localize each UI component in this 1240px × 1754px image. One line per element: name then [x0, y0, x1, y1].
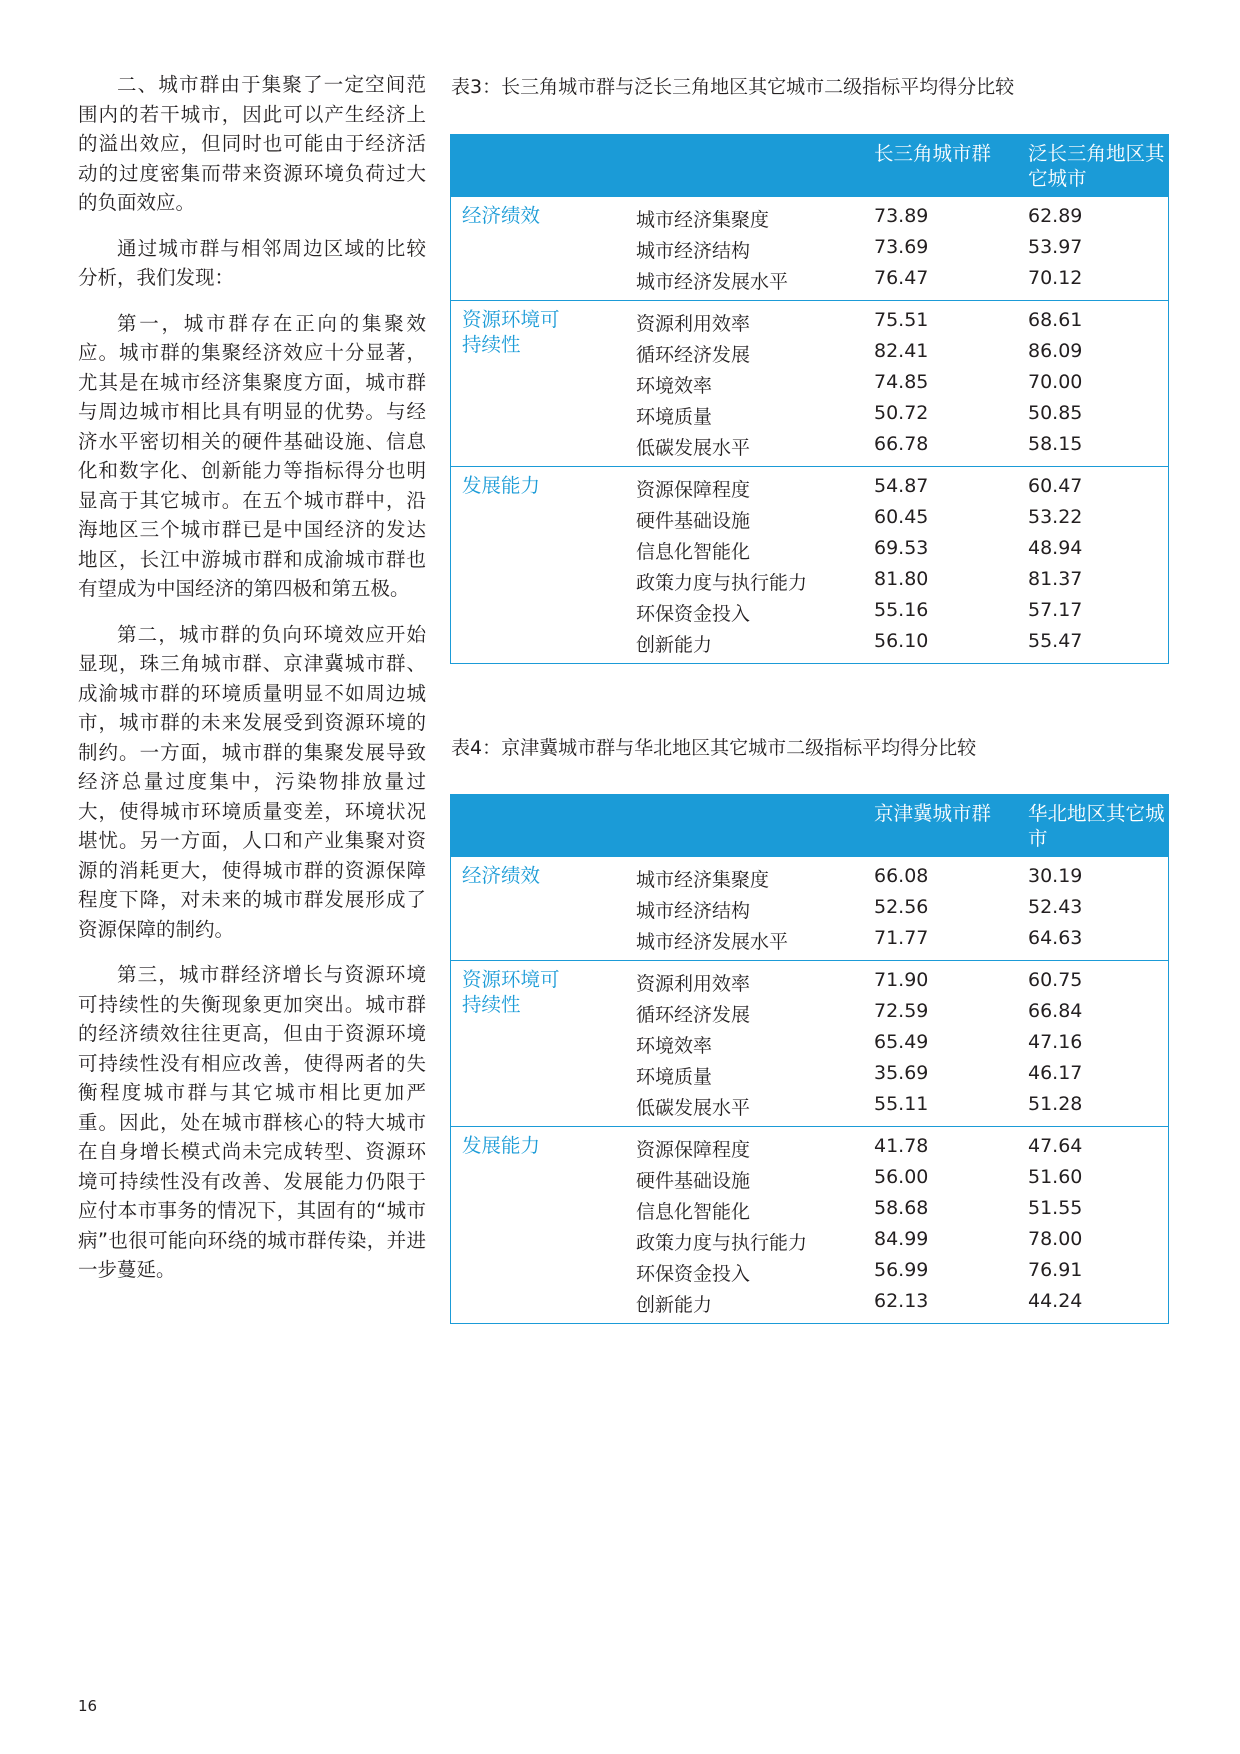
table4-col2-header: 华北地区其它城市: [1028, 802, 1165, 850]
table-row: 信息化智能化 58.68 51.55: [636, 1197, 1083, 1223]
table-row: 环保资金投入 56.99 76.91: [636, 1259, 1083, 1285]
table-row: 低碳发展水平 66.78 58.15: [636, 433, 1083, 459]
paragraph: 第一，城市群存在正向的集聚效应。城市群的集聚经济效应十分显著，尤其是在城市经济集聚度方面，城市群与周边城市相比具有明显的优势。与经济水平密切相关的硬件基础设施、信息化和数字化、创新能力等指标得分也明显高于其它城市。在五个城市群中，沿海地区三个城市群已是中国经济的发达地区，长江中游城市群和成渝城市群也有望成为中国经济的第四极和第五极。: [78, 311, 426, 600]
table-row: 资源保障程度 41.78 47.64: [636, 1135, 1083, 1161]
table4: [450, 794, 1169, 1324]
group-label: 发展能力: [462, 474, 541, 497]
table-row: 低碳发展水平 55.11 51.28: [636, 1093, 1083, 1119]
table3-caption: 表3：长三角城市群与泛长三角地区其它城市二级指标平均得分比较: [451, 76, 1015, 98]
table-row: 政策力度与执行能力 84.99 78.00: [636, 1228, 1083, 1254]
group-label: 经济绩效: [462, 204, 541, 227]
table3-group-environment: [451, 301, 1168, 467]
table-row: 创新能力 56.10 55.47: [636, 630, 1083, 656]
page-number: 16: [78, 1697, 98, 1715]
group-label: 经济绩效: [462, 864, 541, 887]
table-row: 信息化智能化 69.53 48.94: [636, 537, 1083, 563]
table-row: 城市经济结构 73.69 53.97: [636, 236, 1083, 262]
table3-group-economic: [451, 197, 1168, 301]
paragraph: 第三，城市群经济增长与资源环境可持续性的失衡现象更加突出。城市群的经济绩效往往更高，但由于资源环境可持续性没有相应改善，使得两者的失衡程度城市群与其它城市相比更加严重。因此，处在城市群核心的特大城市在自身增长模式尚未完成转型、资源环境可持续性没有改善、发展能力仍限于应付本市事务的情况下，其固有的“城市病”也很可能向环绕的城市群传染，并进一步蔓延。: [78, 963, 426, 1281]
table4-col1-header: 京津冀城市群: [874, 802, 992, 825]
table-row: 环保资金投入 55.16 57.17: [636, 599, 1083, 625]
table-row: 环境质量 35.69 46.17: [636, 1062, 1083, 1088]
table-row: 环境质量 50.72 50.85: [636, 402, 1083, 428]
table-row: 环境效率 65.49 47.16: [636, 1031, 1083, 1057]
table3-col2-header: 泛长三角地区其它城市: [1028, 142, 1165, 190]
paragraph: 第二，城市群的负向环境效应开始显现，珠三角城市群、京津冀城市群、成渝城市群的环境质量明显不如周边城市，城市群的未来发展受到资源环境的制约。一方面，城市群的集聚发展导致经济总量过度集中，污染物排放量过大，使得城市环境质量变差，环境状况堪忧。另一方面，人口和产业集聚对资源的消耗更大，使得城市群的资源保障程度下降，对未来的城市群发展形成了资源保障的制约。: [78, 622, 426, 941]
table-row: 资源利用效率 71.90 60.75: [636, 969, 1083, 995]
table-row: 循环经济发展 72.59 66.84: [636, 1000, 1083, 1026]
paragraph: 通过城市群与相邻周边区域的比较分析，我们发现：: [78, 236, 426, 289]
table4-header: [451, 795, 1168, 857]
table-row: 创新能力 62.13 44.24: [636, 1290, 1083, 1316]
table-row: 资源保障程度 54.87 60.47: [636, 475, 1083, 501]
group-label: 资源环境可持续性: [462, 308, 560, 356]
table-row: 循环经济发展 82.41 86.09: [636, 340, 1083, 366]
paragraph: 二、城市群由于集聚了一定空间范围内的若干城市，因此可以产生经济上的溢出效应，但同时也可能由于经济活动的过度密集而带来资源环境负荷过大的负面效应。: [78, 73, 426, 214]
table3-header: [451, 135, 1168, 197]
table-row: 城市经济结构 52.56 52.43: [636, 896, 1083, 922]
group-label: 资源环境可持续性: [462, 968, 560, 1016]
table3-col1-header: 长三角城市群: [874, 142, 992, 165]
table3-group-capacity: [451, 467, 1168, 663]
table-row: 硬件基础设施 60.45 53.22: [636, 506, 1083, 532]
table-row: 环境效率 74.85 70.00: [636, 371, 1083, 397]
table-row: 城市经济发展水平 71.77 64.63: [636, 927, 1083, 953]
table4-group-environment: [451, 961, 1168, 1127]
table-row: 城市经济集聚度 73.89 62.89: [636, 205, 1083, 231]
table4-group-capacity: [451, 1127, 1168, 1323]
table-row: 政策力度与执行能力 81.80 81.37: [636, 568, 1083, 594]
table4-group-economic: [451, 857, 1168, 961]
table3: [450, 134, 1169, 664]
group-label: 发展能力: [462, 1134, 541, 1157]
table-row: 城市经济发展水平 76.47 70.12: [636, 267, 1083, 293]
table-row: 城市经济集聚度 66.08 30.19: [636, 865, 1083, 891]
body-text: [78, 70, 426, 1301]
table-row: 资源利用效率 75.51 68.61: [636, 309, 1083, 335]
table-row: 硬件基础设施 56.00 51.60: [636, 1166, 1083, 1192]
table4-caption: 表4：京津冀城市群与华北地区其它城市二级指标平均得分比较: [451, 737, 977, 759]
